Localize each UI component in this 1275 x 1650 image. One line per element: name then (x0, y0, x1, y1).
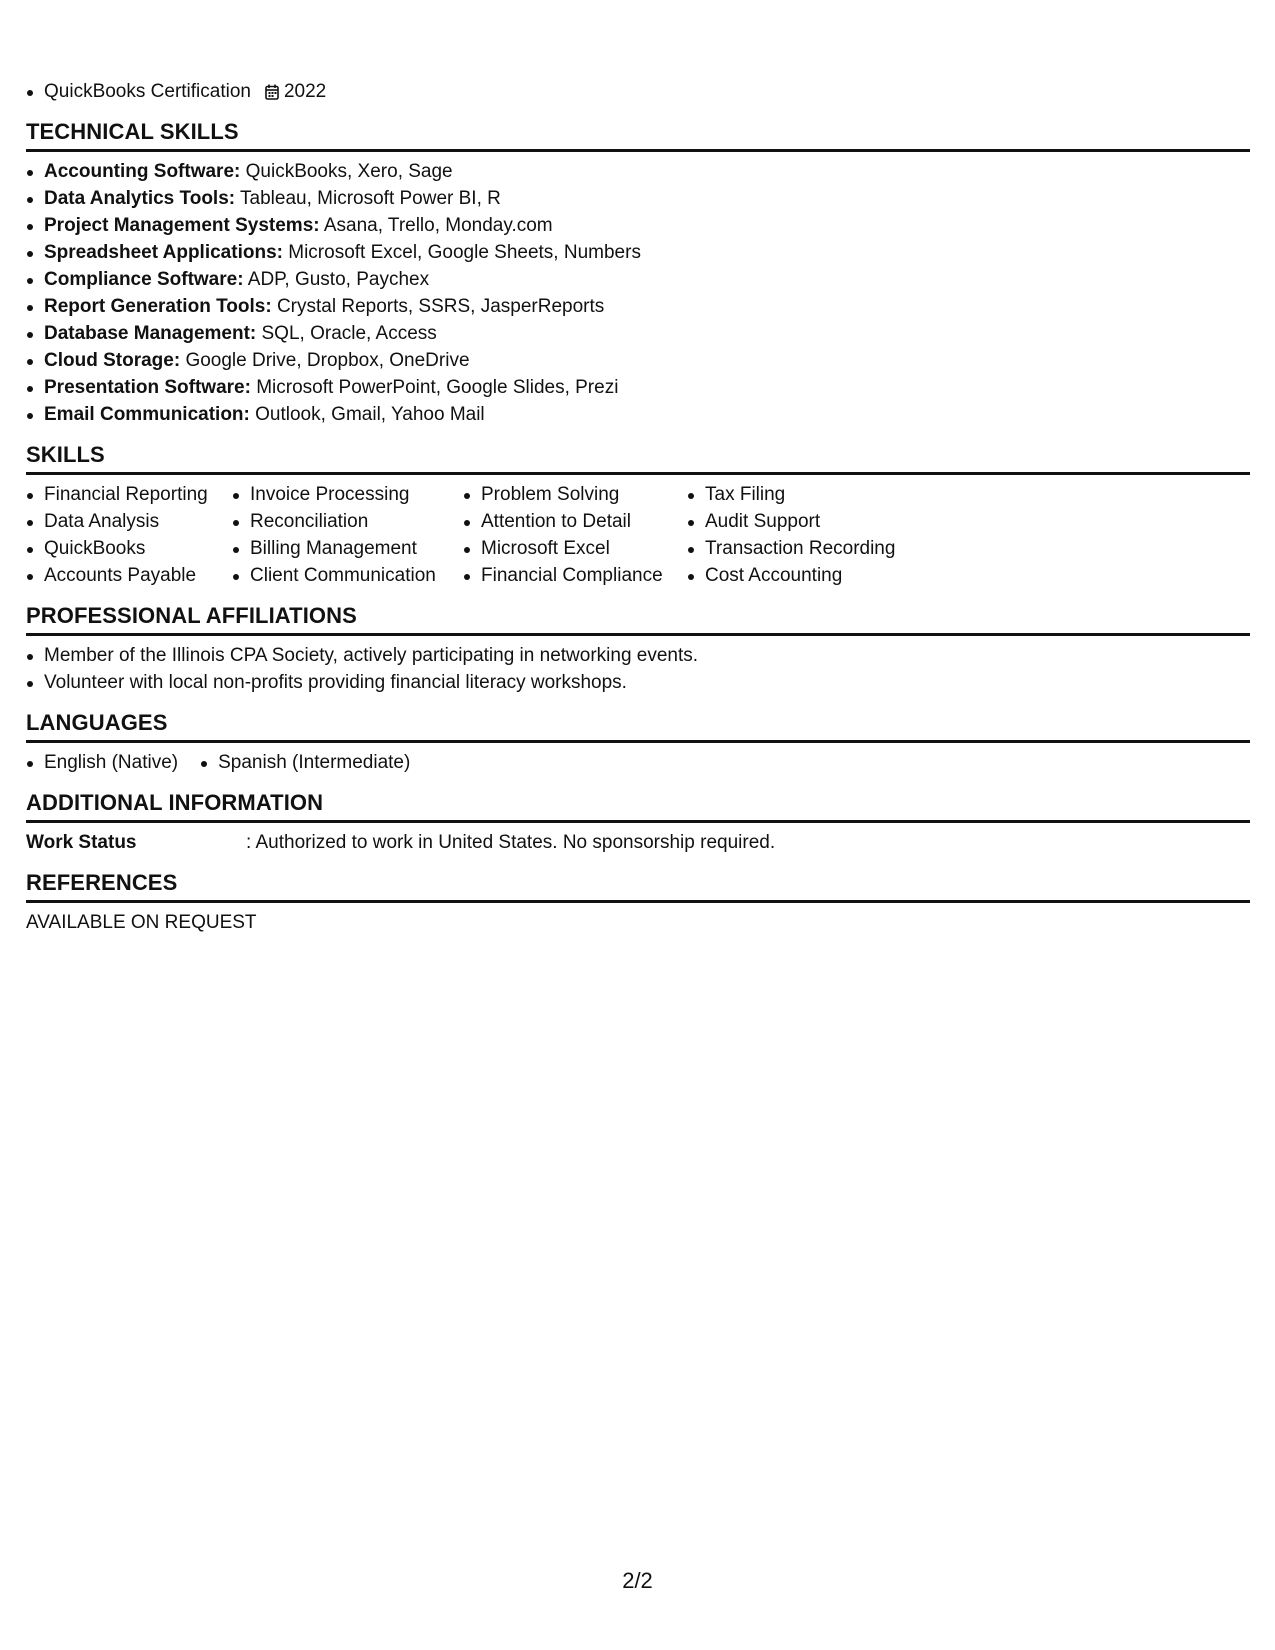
skill-category: Project Management Systems: (44, 215, 320, 236)
list-item: Tax Filing (687, 481, 947, 508)
list-item: Microsoft Excel (463, 535, 687, 562)
additional-information-section (26, 788, 1250, 856)
list-item (26, 347, 1250, 374)
list-item: Financial Reporting (26, 481, 232, 508)
skills-section (26, 440, 1250, 589)
skill-values: SQL, Oracle, Access (256, 323, 437, 344)
skill-values: Asana, Trello, Monday.com (319, 215, 553, 236)
list-item: Client Communication (232, 562, 463, 589)
work-status-value: : Authorized to work in United States. No sponsorship required. (246, 832, 776, 853)
list-item (26, 374, 1250, 401)
affiliations-list (26, 642, 1250, 696)
list-item (26, 401, 1250, 428)
section-title: SKILLS (26, 442, 105, 467)
certification-name: QuickBooks Certification (44, 81, 251, 102)
list-item (26, 239, 1250, 266)
list-item (26, 212, 1250, 239)
skills-column (687, 481, 947, 589)
list-item (26, 266, 1250, 293)
skill-values: Tableau, Microsoft Power BI, R (235, 188, 501, 209)
section-title: TECHNICAL SKILLS (26, 119, 239, 144)
list-item (26, 293, 1250, 320)
section-divider (26, 820, 1250, 823)
skill-values: Microsoft PowerPoint, Google Slides, Prezi (250, 377, 619, 398)
section-title: REFERENCES (26, 870, 178, 895)
list-item: QuickBooks (26, 535, 232, 562)
list-item: Cost Accounting (687, 562, 947, 589)
calendar-icon (265, 84, 279, 100)
references-section (26, 868, 1250, 936)
affiliations-section (26, 601, 1250, 696)
languages-section (26, 708, 1250, 776)
list-item (26, 158, 1250, 185)
section-divider (26, 149, 1250, 152)
page-number: 2/2 (622, 1568, 653, 1593)
list-item (26, 320, 1250, 347)
technical-skills-list (26, 158, 1250, 428)
skills-grid (26, 481, 1250, 589)
skill-category: Presentation Software: (44, 377, 251, 398)
references-text: AVAILABLE ON REQUEST (26, 912, 257, 933)
skill-values: Google Drive, Dropbox, OneDrive (180, 350, 470, 371)
skill-category: Spreadsheet Applications: (44, 242, 283, 263)
skill-category: Data Analytics Tools: (44, 188, 236, 209)
skill-category: Database Management: (44, 323, 257, 344)
section-divider (26, 472, 1250, 475)
certification-year: 2022 (283, 81, 327, 102)
section-divider (26, 633, 1250, 636)
skills-column (232, 481, 463, 589)
list-item (26, 78, 1250, 105)
certifications-list (26, 78, 1250, 105)
list-item: Accounts Payable (26, 562, 232, 589)
list-item (26, 185, 1250, 212)
work-status-label: Work Status (26, 832, 137, 853)
resume-page (26, 78, 1250, 936)
skill-category: Report Generation Tools: (44, 296, 272, 317)
list-item: Invoice Processing (232, 481, 463, 508)
technical-skills-section (26, 117, 1250, 428)
languages-list (26, 749, 1250, 776)
list-item: Audit Support (687, 508, 947, 535)
skill-category: Compliance Software: (44, 269, 244, 290)
skill-values: QuickBooks, Xero, Sage (240, 161, 453, 182)
list-item: Data Analysis (26, 508, 232, 535)
skills-column (26, 481, 232, 589)
section-divider (26, 740, 1250, 743)
list-item: Reconciliation (232, 508, 463, 535)
section-title: PROFESSIONAL AFFILIATIONS (26, 603, 357, 628)
list-item: Transaction Recording (687, 535, 947, 562)
skills-column (463, 481, 687, 589)
section-divider (26, 900, 1250, 903)
section-title: ADDITIONAL INFORMATION (26, 790, 324, 815)
list-item: English (Native) (26, 749, 178, 776)
skill-category: Cloud Storage: (44, 350, 181, 371)
list-item: Problem Solving (463, 481, 687, 508)
skill-values: ADP, Gusto, Paychex (243, 269, 430, 290)
list-item: Member of the Illinois CPA Society, actively participating in networking events. (26, 642, 1250, 669)
work-status-row (26, 829, 1250, 856)
list-item: Financial Compliance (463, 562, 687, 589)
section-title: LANGUAGES (26, 710, 168, 735)
list-item: Spanish (Intermediate) (200, 749, 410, 776)
skill-values: Microsoft Excel, Google Sheets, Numbers (282, 242, 641, 263)
list-item: Attention to Detail (463, 508, 687, 535)
skill-values: Crystal Reports, SSRS, JasperReports (271, 296, 605, 317)
skill-category: Email Communication: (44, 404, 250, 425)
skill-category: Accounting Software: (44, 161, 241, 182)
list-item: Billing Management (232, 535, 463, 562)
list-item: Volunteer with local non-profits providing financial literacy workshops. (26, 669, 1250, 696)
skill-values: Outlook, Gmail, Yahoo Mail (249, 404, 485, 425)
